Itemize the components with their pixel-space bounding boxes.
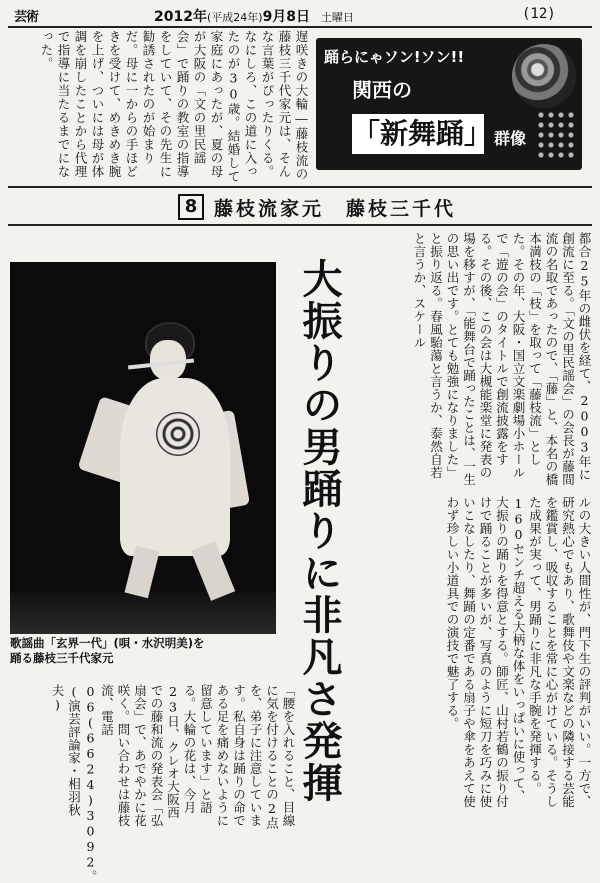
issue-year: 2012年 <box>154 9 207 25</box>
series-number: 8 <box>178 194 204 220</box>
body-text-upper: 都合25年の雌伏を経て、2003年に創流に至る。「文の里民謡会」の会長が藤間流の名取であったので、「藤」と、本名の橋本満枝の「枝」を取って「藤枝流」とした。その年、大阪・国立文楽劇場小ホールで「遊の会」のタイトルで創流披露をする。その後、この会は大槻能楽堂に発表の場を移すが、「能舞台で踊ったことは、一生の思い出です。とても勉強になりました」と振り返る。春風駘蕩と言うか、泰然自若と言うか、スケール <box>412 232 592 486</box>
caption-line-2: 踊る藤枝三千代家元 <box>10 651 114 665</box>
page-header <box>8 4 592 28</box>
kimono-body <box>120 378 230 556</box>
banner-subtitle: 踊らにゃソン!ソン!! <box>324 48 465 66</box>
dot-decoration <box>536 110 576 162</box>
kimono-swirl-pattern <box>156 412 200 456</box>
photo-caption <box>10 636 280 666</box>
dancer-photo <box>10 262 276 634</box>
article-title-bar <box>8 186 592 226</box>
issue-date <box>154 6 354 26</box>
article-headline: 大振りの男踊りに非凡さ発揮 <box>296 258 342 804</box>
caption-line-1: 歌謡曲「玄界一代」(唄・水沢明美)を <box>10 636 205 650</box>
issue-weekday: 土曜日 <box>320 11 354 24</box>
banner-main-title: 「新舞踊」 <box>352 114 484 154</box>
body-text-lower: ルの大きい人間性が、門下生の評判がいい。一方で、研究熱心でもあり、歌舞伎や文楽などの隣接する芸能を鑑賞し、吸収することを常に心がけている。そうした成果が実って、男踊りに非凡な手腕を発揮する。160センチ超える大柄な体をいっぱいに使って、大振りの踊りを得意とする。師匠、山村若鶴の振り付けで踊ることが多いが、写真のように短刀を巧みに使いこなしたり、舞踊の定番である扇子や傘をあえて使わず珍しい小道具での演技で魅了する。 <box>445 496 592 808</box>
body-text-bottom: 「腰を入れること、目線に気を付けることの2点を、弟子に注意しています。私自身は踊りの命である足を痛めないように留意しています」と語る。大輪の花は、今月23日、クレオ大阪西での藤和流の発表会「弘扇会」で、あでやかに花咲く。問い合わせは藤枝流、電話06(6624)3092。(演芸評論家・相羽秋夫) <box>50 684 296 883</box>
subject-title: 藤枝流家元 藤枝三千代 <box>214 198 457 220</box>
series-banner <box>316 38 582 170</box>
banner-suffix: 群像 <box>494 129 527 148</box>
page-number: (12) <box>522 6 556 22</box>
stage-floor <box>10 592 276 634</box>
fan-decoration <box>512 44 576 108</box>
intro-text: 遅咲きの大輪―藤枝流の藤枝三千代家元は、そんな言葉がぴったりくる。なにしろ、この道に入ったのが30歳。結婚して家庭にあったが、夏の母が大阪の「文の里民謡会」で踊りの教室の指導をしていて、その先生に勧誘されたのが始まりだ。母に一からの手ほどきを受けて、めきめき腕を上げ、ついには母が体調を崩したことから代理で指導に当たるまでになった。 <box>39 30 309 184</box>
issue-day: 9月8日 <box>262 9 311 25</box>
banner-region: 関西の <box>352 78 412 102</box>
issue-era: (平成24年) <box>206 11 263 24</box>
newspaper-logo: 芸術 <box>14 10 39 25</box>
